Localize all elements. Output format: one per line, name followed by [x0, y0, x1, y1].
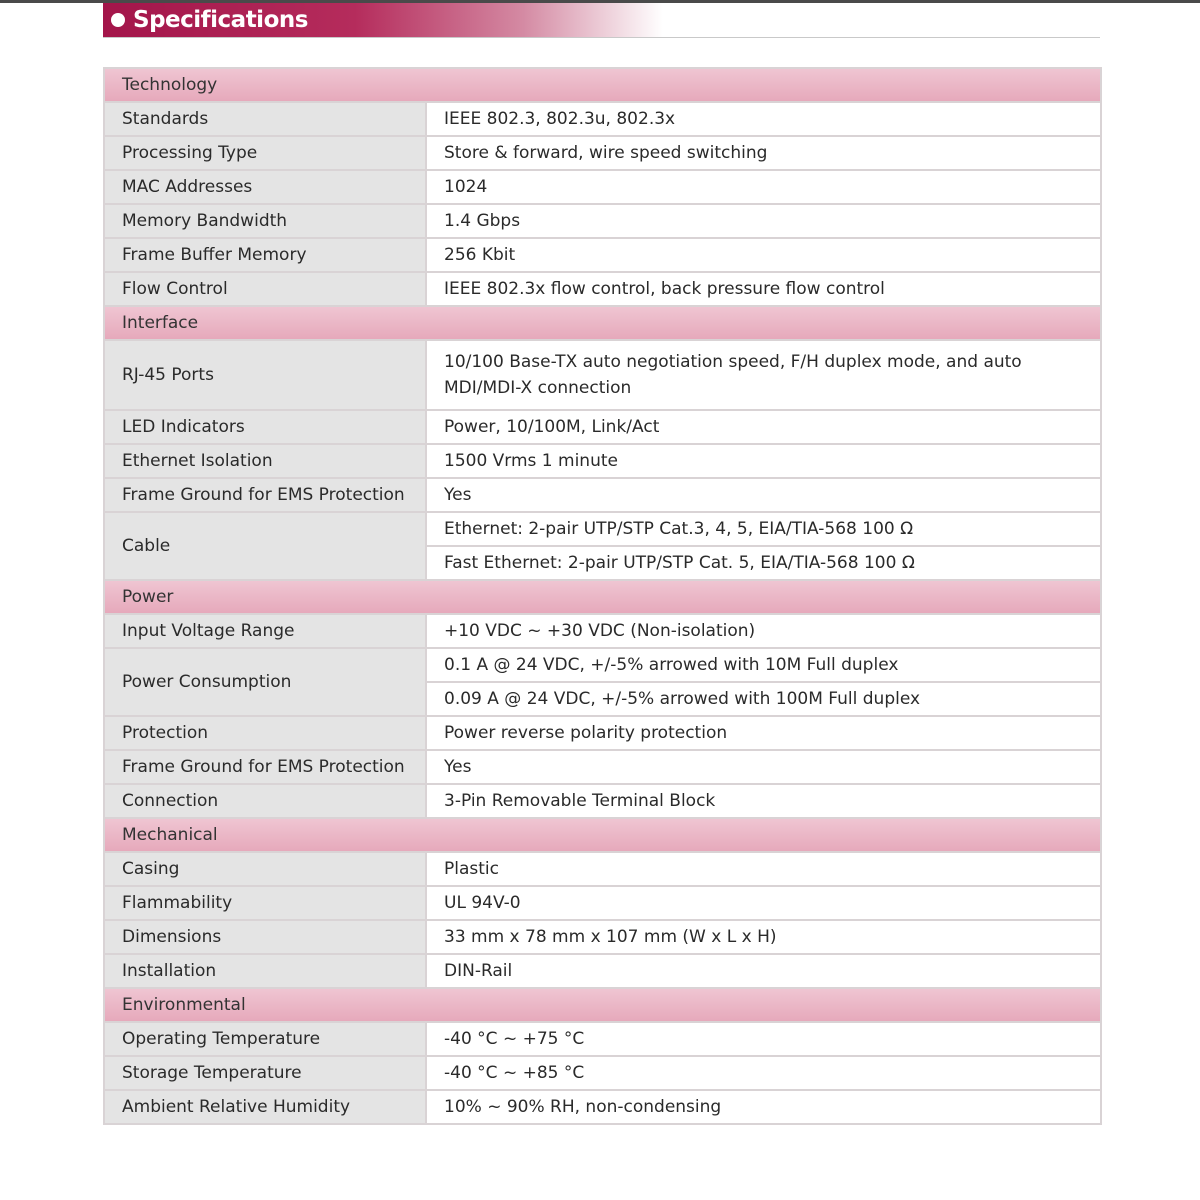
- table-row: [104, 852, 1101, 886]
- row-value: 1.4 Gbps: [426, 204, 1101, 238]
- row-value: 256 Kbit: [426, 238, 1101, 272]
- table-row: [104, 954, 1101, 988]
- row-label: Ambient Relative Humidity: [104, 1090, 426, 1124]
- row-label: Frame Ground for EMS Protection: [104, 478, 426, 512]
- row-value: 1024: [426, 170, 1101, 204]
- row-label: Installation: [104, 954, 426, 988]
- row-value: Fast Ethernet: 2-pair UTP/STP Cat. 5, EIA/TIA-568 100 Ω: [426, 546, 1101, 580]
- category-row: [104, 68, 1101, 102]
- row-value: Power reverse polarity protection: [426, 716, 1101, 750]
- row-value: Yes: [426, 750, 1101, 784]
- table-row: [104, 1090, 1101, 1124]
- table-row: [104, 410, 1101, 444]
- row-label: Storage Temperature: [104, 1056, 426, 1090]
- table-row: [104, 170, 1101, 204]
- row-label: RJ-45 Ports: [104, 340, 426, 410]
- table-row: [104, 340, 1101, 410]
- table-row: [104, 512, 1101, 546]
- row-value: Yes: [426, 478, 1101, 512]
- row-label: Cable: [104, 512, 426, 580]
- category-mechanical: Mechanical: [104, 818, 1101, 852]
- row-label: MAC Addresses: [104, 170, 426, 204]
- row-label: Power Consumption: [104, 648, 426, 716]
- table-row: [104, 444, 1101, 478]
- row-value: IEEE 802.3, 802.3u, 802.3x: [426, 102, 1101, 136]
- row-value: Plastic: [426, 852, 1101, 886]
- table-row: [104, 784, 1101, 818]
- row-value: -40 °C ~ +85 °C: [426, 1056, 1101, 1090]
- category-technology: Technology: [104, 68, 1101, 102]
- row-label: Memory Bandwidth: [104, 204, 426, 238]
- row-value: 3-Pin Removable Terminal Block: [426, 784, 1101, 818]
- row-value: 33 mm x 78 mm x 107 mm (W x L x H): [426, 920, 1101, 954]
- row-value: DIN-Rail: [426, 954, 1101, 988]
- row-label: Frame Ground for EMS Protection: [104, 750, 426, 784]
- row-label: Flammability: [104, 886, 426, 920]
- category-row: [104, 988, 1101, 1022]
- row-label: Standards: [104, 102, 426, 136]
- row-label: Processing Type: [104, 136, 426, 170]
- table-row: [104, 750, 1101, 784]
- row-value: IEEE 802.3x flow control, back pressure flow control: [426, 272, 1101, 306]
- table-row: [104, 478, 1101, 512]
- section-banner: [103, 3, 663, 37]
- spec-table: [103, 67, 1102, 1125]
- row-label: Operating Temperature: [104, 1022, 426, 1056]
- table-row: [104, 886, 1101, 920]
- row-label: LED Indicators: [104, 410, 426, 444]
- row-value: Power, 10/100M, Link/Act: [426, 410, 1101, 444]
- row-label: Ethernet Isolation: [104, 444, 426, 478]
- table-row: [104, 1022, 1101, 1056]
- table-row: [104, 648, 1101, 682]
- table-row: [104, 102, 1101, 136]
- table-row: [104, 238, 1101, 272]
- table-row: [104, 272, 1101, 306]
- row-value: Store & forward, wire speed switching: [426, 136, 1101, 170]
- row-value: -40 °C ~ +75 °C: [426, 1022, 1101, 1056]
- row-label: Connection: [104, 784, 426, 818]
- row-value: Ethernet: 2-pair UTP/STP Cat.3, 4, 5, EIA/TIA-568 100 Ω: [426, 512, 1101, 546]
- category-row: [104, 580, 1101, 614]
- category-row: [104, 818, 1101, 852]
- row-value: 0.1 A @ 24 VDC, +/-5% arrowed with 10M Full duplex: [426, 648, 1101, 682]
- row-label: Frame Buffer Memory: [104, 238, 426, 272]
- category-interface: Interface: [104, 306, 1101, 340]
- row-label: Flow Control: [104, 272, 426, 306]
- table-row: [104, 204, 1101, 238]
- row-value: 1500 Vrms 1 minute: [426, 444, 1101, 478]
- table-row: [104, 614, 1101, 648]
- page-title: Specifications: [133, 7, 308, 33]
- row-value: +10 VDC ~ +30 VDC (Non-isolation): [426, 614, 1101, 648]
- category-environmental: Environmental: [104, 988, 1101, 1022]
- row-value: 10% ~ 90% RH, non-condensing: [426, 1090, 1101, 1124]
- row-value: UL 94V-0: [426, 886, 1101, 920]
- row-label: Casing: [104, 852, 426, 886]
- row-label: Input Voltage Range: [104, 614, 426, 648]
- category-row: [104, 306, 1101, 340]
- row-label: Dimensions: [104, 920, 426, 954]
- table-row: [104, 920, 1101, 954]
- banner-divider: [103, 37, 1100, 38]
- table-row: [104, 136, 1101, 170]
- category-power: Power: [104, 580, 1101, 614]
- row-value: 0.09 A @ 24 VDC, +/-5% arrowed with 100M Full duplex: [426, 682, 1101, 716]
- row-label: Protection: [104, 716, 426, 750]
- table-row: [104, 1056, 1101, 1090]
- bullet-icon: [111, 13, 125, 27]
- table-row: [104, 716, 1101, 750]
- row-value: 10/100 Base-TX auto negotiation speed, F/H duplex mode, and auto MDI/MDI-X connection: [426, 340, 1101, 410]
